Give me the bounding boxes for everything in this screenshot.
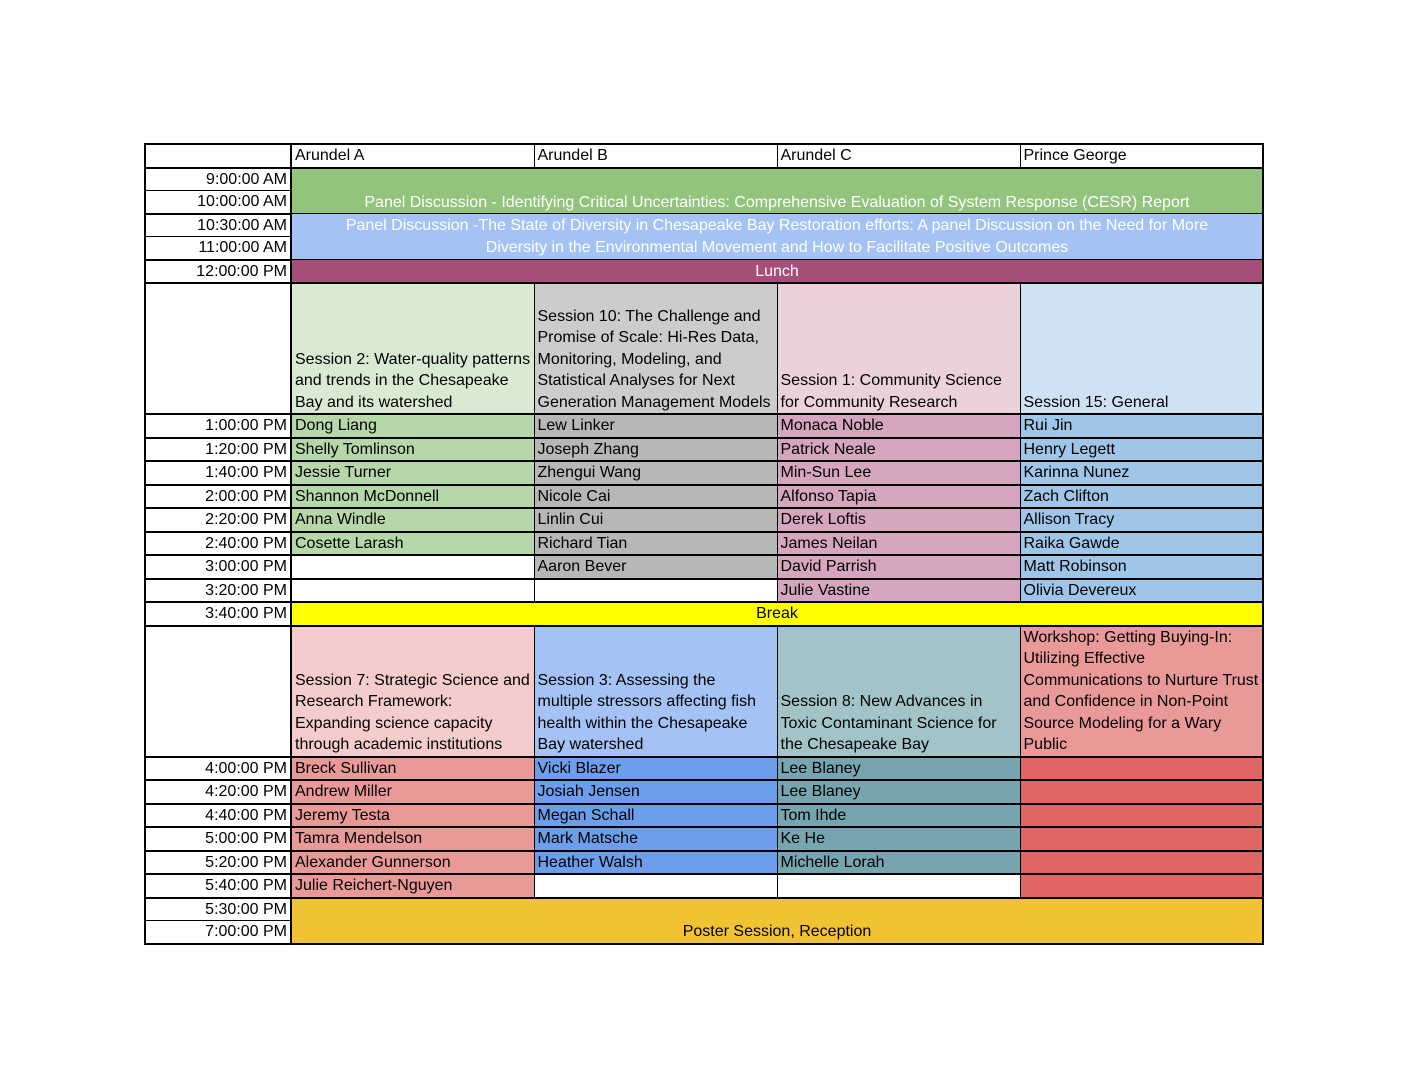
poster-session-banner: Poster Session, Reception [291,898,1263,944]
speaker-cell: Lew Linker [534,414,777,438]
speaker-cell: Shelly Tomlinson [291,438,534,462]
time-cell: 5:30:00 PM [145,898,291,921]
panel-discussion-cesr-title: Panel Discussion - Identifying Critical Uncertainties: Comprehensive Evaluation of System Response (CESR) Report [364,193,1190,211]
speaker-cell: Richard Tian [534,532,777,556]
time-cell: 10:00:00 AM [145,191,291,214]
speaker-cell: Patrick Neale [777,438,1020,462]
speaker-cell: Mark Matsche [534,827,777,851]
time-cell: 4:00:00 PM [145,757,291,781]
speaker-cell: Jeremy Testa [291,804,534,828]
workshop-slot [1020,874,1263,898]
speaker-cell: Michelle Lorah [777,851,1020,875]
workshop-slot [1020,827,1263,851]
time-cell: 4:40:00 PM [145,804,291,828]
time-cell-empty [145,283,291,414]
speaker-cell: Tom Ihde [777,804,1020,828]
time-cell: 2:40:00 PM [145,532,291,556]
panel-discussion-cesr [291,168,1263,214]
workshop-slot [1020,851,1263,875]
speaker-cell: Heather Walsh [534,851,777,875]
time-cell: 5:40:00 PM [145,874,291,898]
panel-discussion-diversity [291,214,1263,260]
time-cell: 7:00:00 PM [145,921,291,944]
speaker-cell: Anna Windle [291,508,534,532]
speaker-cell: Dong Liang [291,414,534,438]
workshop-title: Workshop: Getting Buying-In: Utilizing Effective Communications to Nurture Trust and Confidence in Non-Point Source Modeling for a Wary Public [1020,626,1263,757]
time-cell: 3:40:00 PM [145,602,291,626]
speaker-cell: Lee Blaney [777,757,1020,781]
speaker-cell: Shannon McDonnell [291,485,534,509]
speaker-cell: Josiah Jensen [534,780,777,804]
speaker-cell: Rui Jin [1020,414,1263,438]
corner-cell [145,144,291,168]
speaker-cell: Derek Loftis [777,508,1020,532]
time-cell: 4:20:00 PM [145,780,291,804]
empty-slot [534,874,777,898]
empty-slot [777,874,1020,898]
speaker-cell: Joseph Zhang [534,438,777,462]
time-cell: 10:30:00 AM [145,214,291,237]
speaker-cell: David Parrish [777,555,1020,579]
speaker-cell: Min-Sun Lee [777,461,1020,485]
break-banner: Break [291,602,1263,626]
time-cell: 1:20:00 PM [145,438,291,462]
time-cell: 9:00:00 AM [145,168,291,191]
workshop-slot [1020,804,1263,828]
schedule-table [144,143,1264,945]
room-header-arundel-c: Arundel C [777,144,1020,168]
room-header-arundel-a: Arundel A [291,144,534,168]
time-cell: 3:00:00 PM [145,555,291,579]
speaker-cell: Cosette Larash [291,532,534,556]
speaker-cell: Julie Reichert-Nguyen [291,874,534,898]
workshop-slot [1020,780,1263,804]
time-cell: 5:20:00 PM [145,851,291,875]
session-7-title: Session 7: Strategic Science and Research Framework: Expanding science capacity through academic institutions [291,626,534,757]
speaker-cell: Tamra Mendelson [291,827,534,851]
time-cell: 3:20:00 PM [145,579,291,603]
session-8-title: Session 8: New Advances in Toxic Contaminant Science for the Chesapeake Bay [777,626,1020,757]
speaker-cell: Vicki Blazer [534,757,777,781]
speaker-cell: Allison Tracy [1020,508,1263,532]
session-10-title: Session 10: The Challenge and Promise of Scale: Hi-Res Data, Monitoring, Modeling, and Statistical Analyses for Next Generation Management Models [534,283,777,414]
time-cell: 11:00:00 AM [145,237,291,260]
speaker-cell: Nicole Cai [534,485,777,509]
workshop-slot [1020,757,1263,781]
speaker-cell: Zach Clifton [1020,485,1263,509]
time-cell: 12:00:00 PM [145,260,291,284]
speaker-cell: Alexander Gunnerson [291,851,534,875]
speaker-cell: Jessie Turner [291,461,534,485]
speaker-cell: Megan Schall [534,804,777,828]
speaker-cell: Henry Legett [1020,438,1263,462]
lunch-banner: Lunch [291,260,1263,284]
empty-slot [534,579,777,603]
time-cell: 1:40:00 PM [145,461,291,485]
time-cell: 2:20:00 PM [145,508,291,532]
speaker-cell: Ke He [777,827,1020,851]
session-1-title: Session 1: Community Science for Community Research [777,283,1020,414]
speaker-cell: Breck Sullivan [291,757,534,781]
speaker-cell: Zhengui Wang [534,461,777,485]
time-cell: 2:00:00 PM [145,485,291,509]
speaker-cell: Julie Vastine [777,579,1020,603]
panel-discussion-diversity-line1: Panel Discussion -The State of Diversity in Chesapeake Bay Restoration efforts: A panel Discussion on the Need for More [345,217,1209,234]
speaker-cell: Lee Blaney [777,780,1020,804]
speaker-cell: Olivia Devereux [1020,579,1263,603]
speaker-cell: Alfonso Tapia [777,485,1020,509]
empty-slot [291,555,534,579]
room-header-prince-george: Prince George [1020,144,1263,168]
speaker-cell: Matt Robinson [1020,555,1263,579]
time-cell: 5:00:00 PM [145,827,291,851]
room-header-arundel-b: Arundel B [534,144,777,168]
session-3-title: Session 3: Assessing the multiple stressors affecting fish health within the Chesapeake Bay watershed [534,626,777,757]
speaker-cell: James Neilan [777,532,1020,556]
speaker-cell: Monaca Noble [777,414,1020,438]
speaker-cell: Karinna Nunez [1020,461,1263,485]
speaker-cell: Andrew Miller [291,780,534,804]
session-15-title: Session 15: General [1020,283,1263,414]
speaker-cell: Aaron Bever [534,555,777,579]
panel-discussion-diversity-line2: Diversity in the Environmental Movement and How to Facilitate Positive Outcomes [485,238,1069,256]
time-cell: 1:00:00 PM [145,414,291,438]
speaker-cell: Raika Gawde [1020,532,1263,556]
speaker-cell: Linlin Cui [534,508,777,532]
time-cell-empty [145,626,291,757]
session-2-title: Session 2: Water-quality patterns and trends in the Chesapeake Bay and its watershed [291,283,534,414]
empty-slot [291,579,534,603]
